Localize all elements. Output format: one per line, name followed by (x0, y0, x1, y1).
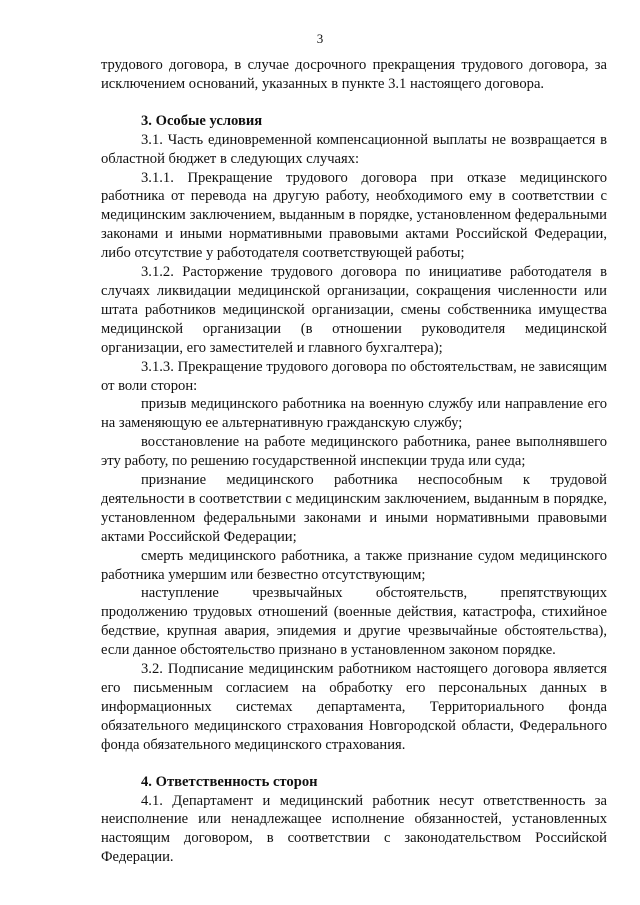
list-item-emergency: наступление чрезвычайных обстоятельств, препятствующих продолжению трудовых отношений (военные действия, катастрофа, стихийное бедствие, крупная авария, эпидемия и другие чрезвычайные обстоятельства), если данное обстоятельство признано в установленном законом порядке. (101, 585, 607, 659)
paragraph-3-1-3: 3.1.3. Прекращение трудового договора по обстоятельствам, не зависящим от воли сторон: (101, 358, 607, 394)
paragraph-4-1: 4.1. Департамент и медицинский работник несут ответственность за неисполнение или ненадлежащее исполнение обязанностей, установленных настоящим договором, в соответствии с законодательством Российской Федерации. (101, 792, 607, 866)
list-item-incapacity: признание медицинского работника неспособным к трудовой деятельности в соответствии с медицинским заключением, выданным в порядке, установленном федеральными законами и иными нормативными правовыми актами Российской Федерации; (101, 472, 607, 545)
paragraph-3-1-1: 3.1.1. Прекращение трудового договора при отказе медицинского работника от перевода на другую работу, необходимого ему в соответствии с медицинским заключением, выданным в порядке, установленном федеральными законами и иными нормативными правовыми актами Российской Федерации, либо отсутствие у работодателя соответствующей работы; (101, 169, 607, 262)
section-3-heading: 3. Особые условия (141, 112, 263, 129)
spacer (101, 94, 607, 112)
intro-paragraph: трудового договора, в случае досрочного прекращения трудового договора, за исключением оснований, указанных в пункте 3.1 настоящего договора. (101, 57, 607, 92)
document-body (101, 56, 607, 867)
list-item-military-service: призыв медицинского работника на военную службу или направление его на заменяющую ее альтернативную гражданскую службу; (101, 396, 607, 432)
list-item-death: смерть медицинского работника, а также признание судом медицинского работника умершим или безвестно отсутствующим; (101, 547, 607, 583)
section-4-heading: 4. Ответственность сторон (141, 773, 318, 790)
paragraph-3-1: 3.1. Часть единовременной компенсационной выплаты не возвращается в областной бюджет в следующих случаях: (101, 131, 607, 167)
spacer (101, 755, 607, 773)
paragraph-3-1-2: 3.1.2. Расторжение трудового договора по инициативе работодателя в случаях ликвидации медицинской организации, сокращения численности или штата работников медицинской организации, смены собственника имущества медицинской организации (в отношении руководителя медицинской организации, его заместителей и главного бухгалтера); (101, 264, 607, 356)
paragraph-3-2: 3.2. Подписание медицинским работником настоящего договора является его письменным согласием на обработку его персональных данных в информационных системах департамента, Территориального фонда обязательного медицинского страхования Новгородской области, Федерального фонда обязательного медицинского страхования. (101, 661, 607, 753)
list-item-reinstatement: восстановление на работе медицинского работника, ранее выполнявшего эту работу, по решению государственной инспекции труда или суда; (101, 434, 607, 470)
page-number: 3 (316, 31, 324, 46)
